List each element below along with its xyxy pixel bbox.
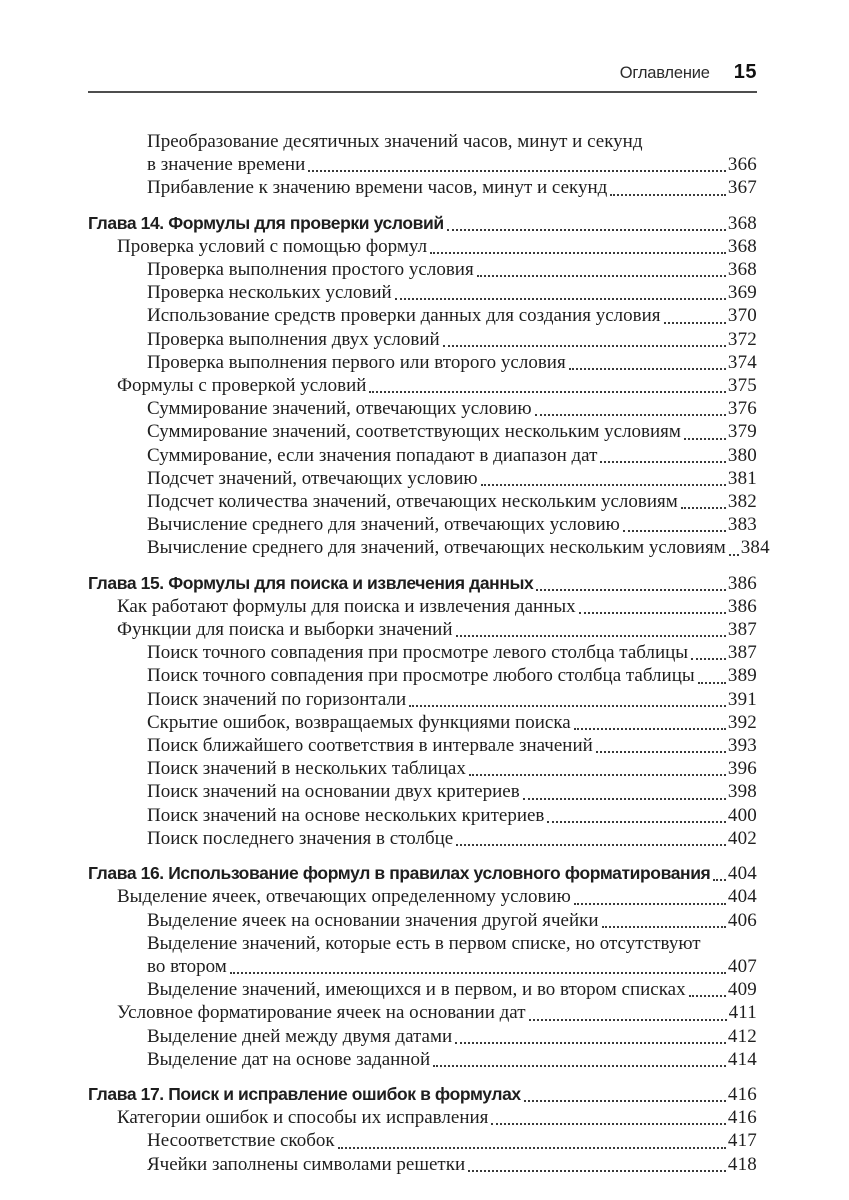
toc-entry-text: Проверка условий с помощью формул <box>117 235 428 257</box>
toc-entry-line <box>147 827 757 850</box>
dot-leader <box>574 903 726 905</box>
toc-entry-text: Поиск значений на основе нескольких критериев <box>147 804 545 826</box>
toc-entry-text: Ячейки заполнены символами решетки <box>147 1153 466 1175</box>
dot-leader <box>574 728 726 730</box>
toc-page-number: 404 <box>727 863 757 885</box>
toc-page-number: 375 <box>727 375 757 397</box>
toc-entry-text: Выделение значений, имеющихся и в первом, и во втором списках <box>147 979 686 1001</box>
toc-entry[interactable] <box>88 536 770 559</box>
toc-chapter-entry[interactable] <box>88 862 757 885</box>
toc-page-number: 381 <box>727 467 757 489</box>
dot-leader <box>308 170 726 172</box>
toc-entry-text: Проверка выполнения простого условия <box>147 259 474 281</box>
toc-entry-text: Поиск последнего значения в столбце <box>147 827 454 849</box>
dot-leader <box>447 229 726 231</box>
toc-page-number: 416 <box>727 1083 757 1105</box>
toc-entry[interactable] <box>88 734 757 757</box>
toc-entry[interactable] <box>88 1129 757 1152</box>
toc-page-number: 376 <box>727 398 757 420</box>
dot-leader <box>600 461 725 463</box>
dot-leader <box>433 1065 726 1067</box>
toc-page-number: 389 <box>727 665 757 687</box>
toc-page-number: 368 <box>727 259 757 281</box>
dot-leader <box>536 589 726 591</box>
toc-entry-line <box>88 212 757 235</box>
section-title: Оглавление <box>619 64 710 82</box>
toc-entry-line <box>147 153 757 176</box>
dot-leader <box>456 844 726 846</box>
toc-entry[interactable] <box>88 490 757 513</box>
toc-page-number: 387 <box>727 619 757 641</box>
toc-entry-text: Прибавление к значению времени часов, минут и секунд <box>147 177 608 199</box>
toc-entry-text: Использование средств проверки данных для создания условия <box>147 305 661 327</box>
dot-leader <box>430 252 726 254</box>
toc-page-number: 372 <box>727 328 757 350</box>
dot-leader <box>535 414 726 416</box>
toc-page-number: 374 <box>727 351 757 373</box>
toc-entry-line <box>147 444 757 467</box>
toc-entry-line <box>147 955 757 978</box>
dot-leader <box>481 484 726 486</box>
toc-entry-line <box>147 1129 757 1152</box>
toc-entry-text: Поиск значений на основании двух критериев <box>147 781 520 803</box>
toc-page-number: 406 <box>727 909 757 931</box>
toc-entry[interactable] <box>88 978 757 1001</box>
toc-page-number: 398 <box>727 781 757 803</box>
dot-leader <box>529 1019 727 1021</box>
toc-entry[interactable] <box>88 804 757 827</box>
toc-entry[interactable] <box>88 1025 757 1048</box>
dot-leader <box>547 821 726 823</box>
toc-entry-line <box>147 780 757 803</box>
toc-entry-line <box>147 804 757 827</box>
dot-leader <box>477 275 726 277</box>
toc-page-number: 409 <box>727 979 757 1001</box>
toc-page-number: 393 <box>727 735 757 757</box>
dot-leader <box>230 972 726 974</box>
toc-chapter-entry[interactable] <box>88 1083 757 1106</box>
dot-leader <box>596 751 726 753</box>
toc-entry-line <box>147 641 757 664</box>
toc-entry-line <box>147 536 770 559</box>
toc-entry-line <box>88 862 757 885</box>
toc-entry-text: Категории ошибок и способы их исправления <box>117 1107 489 1129</box>
toc-entry[interactable] <box>88 235 757 258</box>
toc-page-number: 380 <box>727 444 757 466</box>
toc-page-number: 383 <box>727 514 757 536</box>
toc-page-number: 418 <box>727 1153 757 1175</box>
toc-page-number: 411 <box>728 1002 757 1024</box>
dot-leader <box>469 774 726 776</box>
toc-entry-text: Функции для поиска и выборки значений <box>117 619 453 641</box>
toc-entry-text: Как работают формулы для поиска и извлечения данных <box>117 595 576 617</box>
toc-page-number: 382 <box>727 491 757 513</box>
toc-entry[interactable] <box>88 130 757 176</box>
toc-page-number: 402 <box>727 827 757 849</box>
toc-entry-line <box>147 258 757 281</box>
toc-page-number: 386 <box>727 572 757 594</box>
dot-leader <box>681 507 726 509</box>
toc-entry-line <box>147 1048 757 1071</box>
toc-entry-line <box>117 1001 757 1024</box>
toc-entry-text: Проверка нескольких условий <box>147 282 392 304</box>
toc-entry-text: во втором <box>147 955 227 977</box>
toc-list <box>88 130 770 1176</box>
toc-entry-text: Поиск ближайшего соответствия в интервале значений <box>147 735 593 757</box>
toc-entry[interactable] <box>88 757 757 780</box>
dot-leader <box>338 1147 726 1149</box>
toc-entry-line <box>147 1153 757 1176</box>
toc-page-number: 417 <box>727 1130 757 1152</box>
toc-entry-line <box>147 420 757 443</box>
toc-entry-text: Несоответствие скобок <box>147 1130 335 1152</box>
toc-entry[interactable] <box>88 374 757 397</box>
dot-leader <box>691 658 726 660</box>
dot-leader <box>455 1042 726 1044</box>
folio-page-number: 15 <box>733 61 757 83</box>
dot-leader <box>523 798 726 800</box>
toc-entry-line <box>147 467 757 490</box>
toc-entry-line <box>88 572 757 595</box>
toc-page-number: 416 <box>727 1107 757 1129</box>
toc-page-number: 414 <box>727 1048 757 1070</box>
toc-entry-line <box>147 1025 757 1048</box>
toc-page-number: 369 <box>727 282 757 304</box>
toc-page-number: 400 <box>727 804 757 826</box>
dot-leader <box>623 530 726 532</box>
toc-entry-text: Поиск точного совпадения при просмотре любого столбца таблицы <box>147 665 695 687</box>
dot-leader <box>684 438 726 440</box>
toc-entry[interactable] <box>88 304 757 327</box>
running-header <box>88 62 757 83</box>
toc-entry[interactable] <box>88 281 757 304</box>
toc-entry-text: Выделение дней между двумя датами <box>147 1025 453 1047</box>
toc-entry-text: Подсчет значений, отвечающих условию <box>147 467 478 489</box>
dot-leader <box>729 554 739 556</box>
toc-entry[interactable] <box>88 444 757 467</box>
dot-leader <box>579 612 726 614</box>
toc-page-number: 368 <box>727 235 757 257</box>
toc-entry[interactable] <box>88 1001 757 1024</box>
toc-entry[interactable] <box>88 688 757 711</box>
dot-leader <box>369 391 725 393</box>
toc-entry-line <box>117 595 757 618</box>
toc-entry-text: Выделение значений, которые есть в первом списке, но отсутствуют <box>147 932 701 954</box>
toc-page-number: 387 <box>727 642 757 664</box>
toc-entry-line <box>147 397 757 420</box>
toc-entry-text: Глава 17. Поиск и исправление ошибок в формулах <box>88 1083 521 1104</box>
dot-leader <box>524 1100 726 1102</box>
toc-entry[interactable] <box>88 420 757 443</box>
toc-entry-text: Поиск значений по горизонтали <box>147 688 407 710</box>
toc-page-number: 391 <box>727 688 757 710</box>
toc-entry-line <box>147 932 757 955</box>
toc-entry-line <box>147 490 757 513</box>
toc-entry-text: Подсчет количества значений, отвечающих нескольким условиям <box>147 491 678 513</box>
toc-page-number: 368 <box>727 212 757 234</box>
toc-page-number: 407 <box>727 955 757 977</box>
toc-entry[interactable] <box>88 258 757 281</box>
toc-entry-text: Глава 16. Использование формул в правилах условного форматирования <box>88 863 711 884</box>
toc-page-number: 366 <box>727 154 757 176</box>
toc-page-number: 396 <box>727 758 757 780</box>
toc-entry-line <box>147 513 757 536</box>
toc-entry[interactable] <box>88 664 757 687</box>
toc-entry[interactable] <box>88 397 757 420</box>
toc-entry[interactable] <box>88 595 757 618</box>
toc-entry-text: Вычисление среднего для значений, отвечающих условию <box>147 514 620 536</box>
toc-entry-text: Поиск значений в нескольких таблицах <box>147 758 466 780</box>
toc-entry[interactable] <box>88 328 757 351</box>
dot-leader <box>698 682 726 684</box>
toc-entry-text: Суммирование, если значения попадают в диапазон дат <box>147 444 598 466</box>
dot-leader <box>443 345 726 347</box>
toc-entry-text: Суммирование значений, соответствующих нескольким условиям <box>147 421 681 443</box>
toc-page-number: 370 <box>727 305 757 327</box>
toc-entry-line <box>147 688 757 711</box>
toc-entry-text: Проверка выполнения двух условий <box>147 328 440 350</box>
toc-entry-line <box>117 374 757 397</box>
toc-entry-line <box>147 734 757 757</box>
toc-entry[interactable] <box>88 1153 757 1176</box>
dot-leader <box>395 298 726 300</box>
dot-leader <box>713 879 726 881</box>
toc-entry[interactable] <box>88 1048 757 1071</box>
toc-page-number: 404 <box>727 886 757 908</box>
toc-entry-line <box>88 1083 757 1106</box>
toc-entry-text: Выделение ячеек на основании значения другой ячейки <box>147 909 599 931</box>
toc-entry[interactable] <box>88 351 757 374</box>
toc-entry[interactable] <box>88 711 757 734</box>
toc-entry[interactable] <box>88 513 757 536</box>
toc-entry[interactable] <box>88 827 757 850</box>
toc-entry-text: Глава 15. Формулы для поиска и извлечения данных <box>88 572 534 593</box>
toc-chapter-entry[interactable] <box>88 572 757 595</box>
toc-entry-text: Поиск точного совпадения при просмотре левого столбца таблицы <box>147 642 689 664</box>
toc-entry-text: Выделение ячеек, отвечающих определенному условию <box>117 886 571 908</box>
toc-entry-line <box>147 664 757 687</box>
toc-entry-line <box>147 176 757 199</box>
header-rule <box>88 91 757 93</box>
toc-entry[interactable] <box>88 780 757 803</box>
toc-entry-text: Преобразование десятичных значений часов, минут и секунд <box>147 131 643 152</box>
toc-entry[interactable] <box>88 932 757 978</box>
toc-entry[interactable] <box>88 176 757 199</box>
toc-entry-line <box>147 351 757 374</box>
toc-entry-line <box>147 304 757 327</box>
dot-leader <box>602 926 726 928</box>
toc-entry-text: Формулы с проверкой условий <box>117 375 367 397</box>
toc-entry-text: в значение времени <box>147 154 306 176</box>
toc-entry[interactable] <box>88 1106 757 1129</box>
toc-entry-text: Скрытие ошибок, возвращаемых функциями поиска <box>147 711 571 733</box>
toc-page-number: 392 <box>727 711 757 733</box>
dot-leader <box>409 705 726 707</box>
toc-page-number: 367 <box>727 177 757 199</box>
toc-entry[interactable] <box>88 467 757 490</box>
dot-leader <box>610 194 726 196</box>
toc-entry-line <box>147 909 757 932</box>
toc-entry-line <box>117 1106 757 1129</box>
toc-entry-text: Глава 14. Формулы для проверки условий <box>88 212 444 233</box>
toc-entry[interactable] <box>88 618 757 641</box>
toc-entry[interactable] <box>88 909 757 932</box>
toc-entry-text: Выделение дат на основе заданной <box>147 1048 431 1070</box>
toc-entry-text: Условное форматирование ячеек на основании дат <box>117 1002 526 1024</box>
dot-leader <box>689 995 726 997</box>
toc-page-number: 412 <box>727 1025 757 1047</box>
dot-leader <box>569 368 726 370</box>
dot-leader <box>491 1123 726 1125</box>
toc-entry-line <box>117 885 757 908</box>
toc-entry-line <box>117 235 757 258</box>
toc-chapter-entry[interactable] <box>88 212 757 235</box>
toc-entry[interactable] <box>88 641 757 664</box>
dot-leader <box>468 1170 726 1172</box>
toc-entry-line <box>147 757 757 780</box>
toc-entry-line <box>147 130 757 153</box>
toc-entry-text: Проверка выполнения первого или второго условия <box>147 351 566 373</box>
toc-entry-line <box>147 978 757 1001</box>
toc-entry-line <box>147 711 757 734</box>
toc-entry[interactable] <box>88 885 757 908</box>
toc-entry-line <box>147 281 757 304</box>
toc-entry-text: Вычисление среднего для значений, отвечающих нескольким условиям <box>147 537 726 559</box>
toc-page-number: 386 <box>727 595 757 617</box>
toc-entry-line <box>147 328 757 351</box>
toc-entry-text: Суммирование значений, отвечающих условию <box>147 398 532 420</box>
dot-leader <box>664 322 726 324</box>
toc-page-number: 384 <box>740 537 770 559</box>
toc-entry-line <box>117 618 757 641</box>
dot-leader <box>456 635 726 637</box>
toc-page-number: 379 <box>727 421 757 443</box>
